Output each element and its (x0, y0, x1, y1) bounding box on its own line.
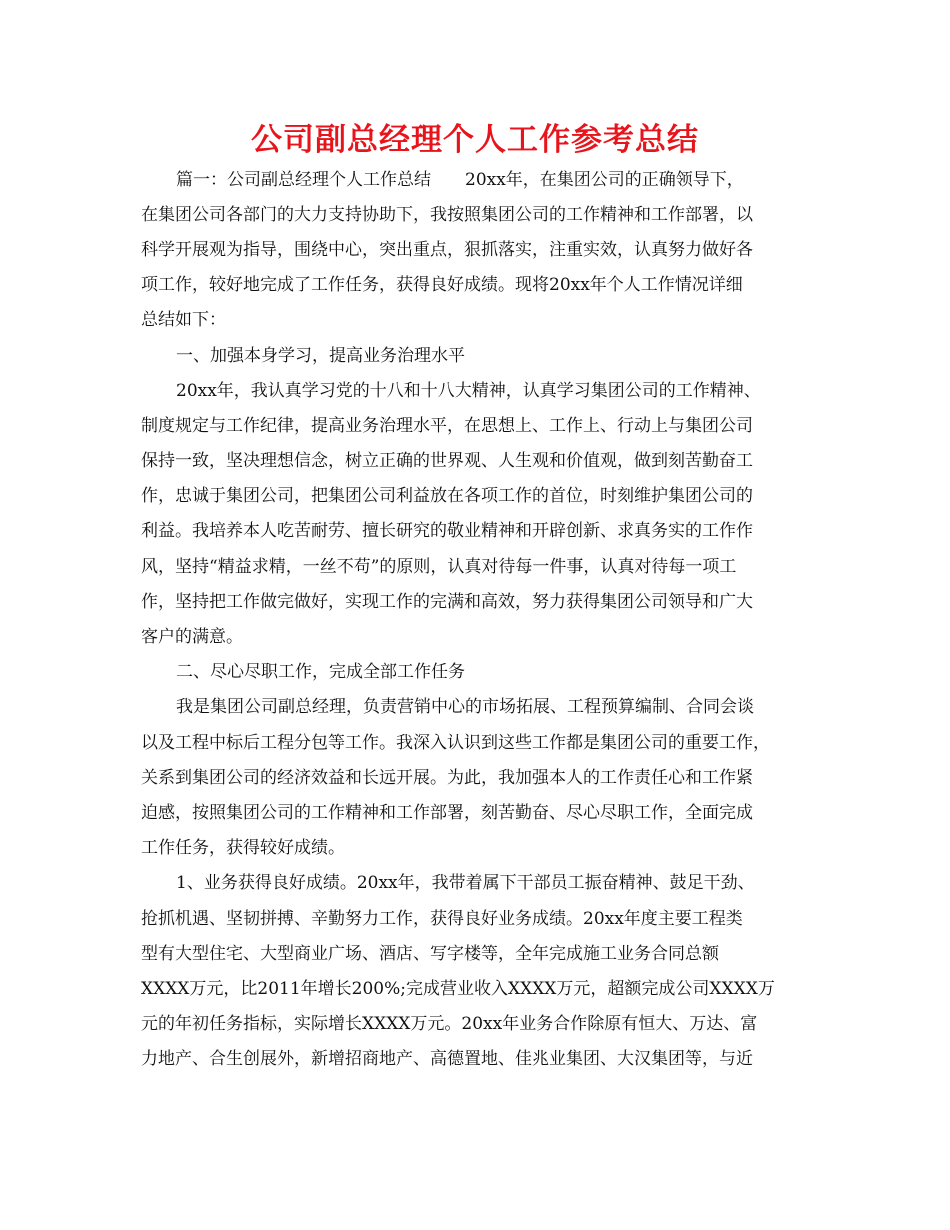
paragraph-line: 总结如下： (141, 310, 226, 330)
paragraph-line: 科学开展观为指导，围绕中心，突出重点，狠抓落实，注重实效，认真努力做好各 (141, 240, 753, 260)
paragraph-line: XXXX万元，比2011年增长200%;完成营业收入XXXX万元，超额完成公司XXXX万 (141, 979, 775, 999)
paragraph-line: 项工作，较好地完成了工作任务，获得良好成绩。现将20xx年个人工作情况详细 (141, 275, 743, 295)
section-heading: 二、尽心尽职工作，完成全部工作任务 (176, 662, 465, 682)
paragraph-line: 抢抓机遇、坚韧拼搏、辛勤努力工作，获得良好业务成绩。20xx年度主要工程类 (141, 909, 743, 929)
paragraph-line: 迫感，按照集团公司的工作精神和工作部署，刻苦勤奋、尽心尽职工作，全面完成 (141, 803, 753, 823)
paragraph-line: 篇一：公司副总经理个人工作总结 20xx年，在集团公司的正确领导下， (176, 170, 744, 190)
paragraph-line: 在集团公司各部门的大力支持协助下，我按照集团公司的工作精神和工作部署，以 (141, 205, 753, 225)
paragraph-line: 20xx年，我认真学习党的十八和十八大精神，认真学习集团公司的工作精神、 (176, 381, 761, 401)
paragraph-line: 关系到集团公司的经济效益和长远开展。为此，我加强本人的工作责任心和工作紧 (141, 768, 753, 788)
paragraph-line: 作，忠诚于集团公司，把集团公司利益放在各项工作的首位，时刻维护集团公司的 (141, 486, 753, 506)
paragraph-line: 元的年初任务指标，实际增长XXXX万元。20xx年业务合作除原有恒大、万达、富 (141, 1014, 758, 1034)
paragraph-line: 型有大型住宅、大型商业广场、酒店、写字楼等，全年完成施工业务合同总额 (141, 944, 719, 964)
paragraph-line: 制度规定与工作纪律，提高业务治理水平，在思想上、工作上、行动上与集团公司 (141, 416, 753, 436)
paragraph-line: 作，坚持把工作做完做好，实现工作的完满和高效，努力获得集团公司领导和广大 (141, 592, 753, 612)
paragraph-line: 客户的满意。 (141, 627, 243, 647)
paragraph-line: 以及工程中标后工程分包等工作。我深入认识到这些工作都是集团公司的重要工作， (141, 733, 770, 753)
paragraph-line: 1、业务获得良好成绩。20xx年，我带着属下干部员工振奋精神、鼓足干劲、 (176, 873, 755, 893)
document-title: 公司副总经理个人工作参考总结 (251, 122, 699, 158)
section-heading: 一、加强本身学习，提高业务治理水平 (176, 346, 465, 366)
paragraph-line: 风，坚持“精益求精，一丝不苟”的原则，认真对待每一件事，认真对待每一项工 (141, 557, 737, 577)
paragraph-line: 保持一致，坚决理想信念，树立正确的世界观、人生观和价值观，做到刻苦勤奋工 (141, 451, 753, 471)
paragraph-line: 力地产、合生创展外，新增招商地产、高德置地、佳兆业集团、大汉集团等，与近 (141, 1049, 753, 1069)
paragraph-line: 利益。我培养本人吃苦耐劳、擅长研究的敬业精神和开辟创新、求真务实的工作作 (141, 521, 753, 541)
paragraph-line: 工作任务，获得较好成绩。 (141, 838, 345, 858)
paragraph-line: 我是集团公司副总经理，负责营销中心的市场拓展、工程预算编制、合同会谈 (176, 697, 754, 717)
